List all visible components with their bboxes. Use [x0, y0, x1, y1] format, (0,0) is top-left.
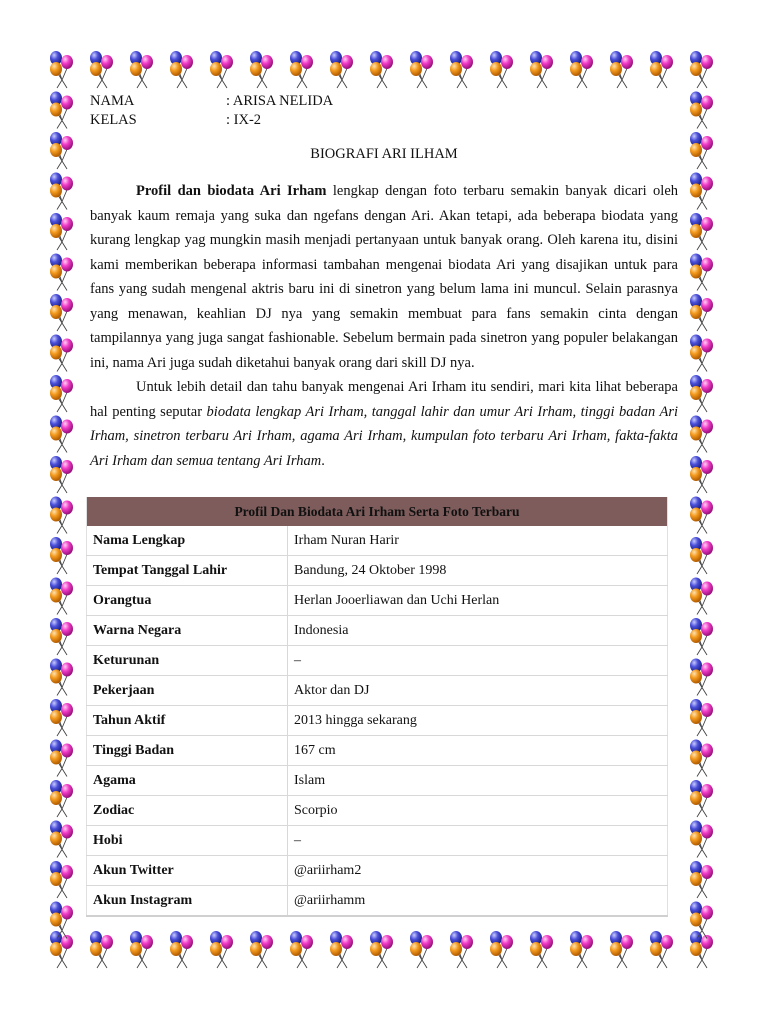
row-key: Tinggi Badan	[87, 736, 288, 766]
balloon-cluster-icon	[50, 821, 73, 858]
balloon-cluster-icon	[690, 132, 713, 169]
balloon-cluster-icon	[690, 294, 713, 331]
row-key: Warna Negara	[87, 616, 288, 646]
balloon-cluster-icon	[690, 456, 713, 493]
row-value: @ariirhamm	[288, 886, 668, 917]
balloon-cluster-icon	[50, 335, 73, 372]
detail-text: Untuk lebih detail dan tahu banyak mengenai Ari Irham itu sendiri, mari kita lihat beberapa hal penting seputar	[90, 379, 678, 420]
balloon-cluster-icon	[690, 173, 713, 210]
balloon-cluster-icon	[50, 699, 73, 736]
balloon-cluster-icon	[650, 931, 673, 968]
balloon-cluster-icon	[690, 618, 713, 655]
row-value: –	[288, 646, 668, 676]
balloon-cluster-icon	[50, 537, 73, 574]
balloon-cluster-icon	[170, 931, 193, 968]
balloon-cluster-icon	[490, 51, 513, 88]
balloon-cluster-icon	[50, 740, 73, 777]
table-row	[87, 826, 668, 856]
balloon-cluster-icon	[50, 51, 73, 88]
balloon-cluster-icon	[690, 931, 713, 968]
student-class-row	[90, 111, 678, 130]
balloon-cluster-icon	[330, 51, 353, 88]
balloon-cluster-icon	[90, 51, 113, 88]
intro-bold-lead: Profil dan biodata Ari Irham	[136, 183, 327, 199]
balloon-cluster-icon	[50, 497, 73, 534]
row-value: Indonesia	[288, 616, 668, 646]
row-key: Akun Instagram	[87, 886, 288, 917]
balloon-cluster-icon	[50, 294, 73, 331]
balloon-cluster-icon	[690, 335, 713, 372]
balloon-cluster-icon	[210, 51, 233, 88]
row-key: Akun Twitter	[87, 856, 288, 886]
row-key: Orangtua	[87, 586, 288, 616]
table-heading: Profil Dan Biodata Ari Irham Serta Foto Terbaru	[87, 497, 668, 526]
paragraph-detail	[90, 375, 678, 473]
balloon-cluster-icon	[570, 51, 593, 88]
row-value: @ariirham2	[288, 856, 668, 886]
table-row	[87, 646, 668, 676]
table-row	[87, 856, 668, 886]
balloon-cluster-icon	[50, 132, 73, 169]
row-value: Bandung, 24 Oktober 1998	[288, 556, 668, 586]
balloon-cluster-icon	[50, 254, 73, 291]
balloon-cluster-icon	[450, 51, 473, 88]
balloon-cluster-icon	[690, 51, 713, 88]
balloon-cluster-icon	[690, 213, 713, 250]
row-key: Tempat Tanggal Lahir	[87, 556, 288, 586]
balloon-cluster-icon	[690, 578, 713, 615]
balloon-cluster-icon	[50, 659, 73, 696]
document-body	[90, 92, 678, 473]
name-label: NAMA	[90, 93, 135, 109]
table-row	[87, 676, 668, 706]
row-key: Hobi	[87, 826, 288, 856]
balloon-cluster-icon	[50, 92, 73, 129]
balloon-cluster-icon	[290, 931, 313, 968]
row-key: Zodiac	[87, 796, 288, 826]
balloon-cluster-icon	[690, 375, 713, 412]
balloon-cluster-icon	[690, 497, 713, 534]
balloon-cluster-icon	[690, 254, 713, 291]
balloon-cluster-icon	[610, 51, 633, 88]
balloon-cluster-icon	[690, 699, 713, 736]
balloon-cluster-icon	[50, 375, 73, 412]
balloon-cluster-icon	[370, 931, 393, 968]
balloon-cluster-icon	[50, 902, 73, 939]
balloon-cluster-icon	[690, 861, 713, 898]
student-name-row	[90, 92, 678, 111]
table-row	[87, 736, 668, 766]
table-row	[87, 556, 668, 586]
balloon-cluster-icon	[690, 92, 713, 129]
biodata-table	[86, 497, 668, 917]
table-row	[87, 616, 668, 646]
balloon-cluster-icon	[50, 931, 73, 968]
balloon-cluster-icon	[650, 51, 673, 88]
row-key: Nama Lengkap	[87, 526, 288, 556]
row-key: Tahun Aktif	[87, 706, 288, 736]
balloon-cluster-icon	[50, 861, 73, 898]
row-value: Scorpio	[288, 796, 668, 826]
balloon-cluster-icon	[610, 931, 633, 968]
balloon-cluster-icon	[50, 618, 73, 655]
balloon-cluster-icon	[410, 51, 433, 88]
row-value: Herlan Jooerliawan dan Uchi Herlan	[288, 586, 668, 616]
paragraph-intro	[90, 179, 678, 375]
balloon-cluster-icon	[450, 931, 473, 968]
balloon-cluster-icon	[170, 51, 193, 88]
class-value: : IX-2	[226, 112, 262, 128]
balloon-cluster-icon	[250, 51, 273, 88]
balloon-cluster-icon	[50, 173, 73, 210]
document-title: BIOGRAFI ARI ILHAM	[310, 146, 458, 162]
balloon-cluster-icon	[690, 902, 713, 939]
balloon-cluster-icon	[690, 537, 713, 574]
balloon-cluster-icon	[50, 780, 73, 817]
balloon-cluster-icon	[690, 416, 713, 453]
row-value: Aktor dan DJ	[288, 676, 668, 706]
balloon-cluster-icon	[250, 931, 273, 968]
balloon-cluster-icon	[530, 931, 553, 968]
table-row	[87, 706, 668, 736]
balloon-cluster-icon	[50, 213, 73, 250]
balloon-cluster-icon	[210, 931, 233, 968]
balloon-cluster-icon	[690, 821, 713, 858]
detail-italic-text: biodata lengkap Ari Irham, tanggal lahir dan umur Ari Irham, tinggi badan Ari Irham, sinetron terbaru Ari Irham, agama Ari Irham, kumpulan foto terbaru Ari Irham, fakta-fakta Ari Irham dan semua tentang Ari Irham	[90, 403, 678, 469]
balloon-cluster-icon	[50, 416, 73, 453]
row-key: Agama	[87, 766, 288, 796]
intro-text: lengkap dengan foto terbaru semakin banyak dicari oleh banyak kaum remaja yang suka dan ngefans dengan Ari. Akan tetapi, ada beberapa biodata yang kurang lengkap yag mungkin masih menjadi pertanyaan untuk banyak orang. Oleh karena itu, disini kami memberikan beberapa informasi tambahan mengenai biodata Ari yang disajikan untuk para fans yang sudah mengenal aktris baru ini di sinetron yang belum lama ini muncul. Selain parasnya yang menawan, keahlian DJ nya yang semakin membuat para fans semakin cinta dengan tampilannya yang juga sangat fashionable. Sebelum bermain pada sinetron yang populer belakangan ini, nama Ari juga sudah diketahui banyak orang dari skill DJ nya.	[90, 183, 679, 371]
balloon-cluster-icon	[330, 931, 353, 968]
table-row	[87, 586, 668, 616]
balloon-cluster-icon	[370, 51, 393, 88]
balloon-cluster-icon	[290, 51, 313, 88]
row-value: Islam	[288, 766, 668, 796]
balloon-cluster-icon	[490, 931, 513, 968]
table-row	[87, 766, 668, 796]
row-key: Keturunan	[87, 646, 288, 676]
name-value: : ARISA NELIDA	[226, 93, 334, 109]
class-label: KELAS	[90, 112, 137, 128]
row-key: Pekerjaan	[87, 676, 288, 706]
balloon-cluster-icon	[50, 456, 73, 493]
balloon-cluster-icon	[90, 931, 113, 968]
balloon-cluster-icon	[130, 51, 153, 88]
balloon-cluster-icon	[50, 578, 73, 615]
balloon-cluster-icon	[410, 931, 433, 968]
balloon-cluster-icon	[690, 780, 713, 817]
table-row	[87, 886, 668, 917]
row-value: 2013 hingga sekarang	[288, 706, 668, 736]
balloon-cluster-icon	[690, 659, 713, 696]
row-value: –	[288, 826, 668, 856]
balloon-cluster-icon	[130, 931, 153, 968]
balloon-cluster-icon	[570, 931, 593, 968]
table-row	[87, 796, 668, 826]
detail-end: .	[321, 452, 325, 469]
balloon-cluster-icon	[530, 51, 553, 88]
balloon-cluster-icon	[690, 740, 713, 777]
table-row	[87, 526, 668, 556]
row-value: 167 cm	[288, 736, 668, 766]
row-value: Irham Nuran Harir	[288, 526, 668, 556]
